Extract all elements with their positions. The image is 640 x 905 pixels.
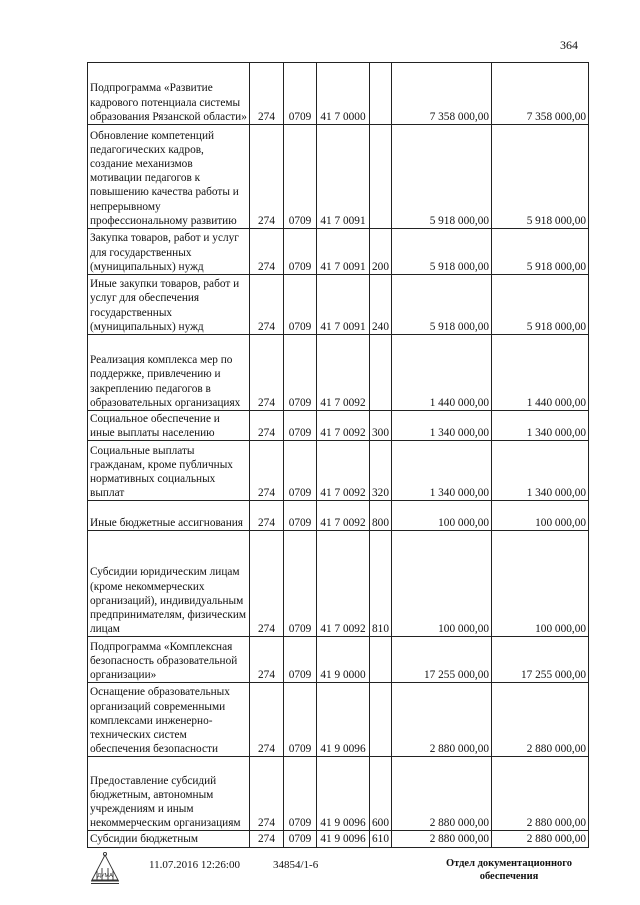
sum-year-1: 2 880 000,00	[392, 683, 492, 757]
ministry-code: 274	[250, 335, 284, 411]
target-code: 41 7 0000	[317, 63, 370, 125]
expense-code: 600	[370, 757, 392, 831]
ministry-code: 274	[250, 757, 284, 831]
target-code: 41 7 0091	[317, 125, 370, 229]
row-name: Социальное обеспечение и иные выплаты населению	[88, 411, 250, 441]
expense-code: 800	[370, 501, 392, 531]
budget-table	[87, 62, 589, 848]
sum-year-2: 17 255 000,00	[492, 637, 589, 683]
target-code: 41 9 0000	[317, 637, 370, 683]
section-code: 0709	[284, 335, 317, 411]
sum-year-1: 1 340 000,00	[392, 441, 492, 501]
target-code: 41 9 0096	[317, 831, 370, 847]
row-name: Иные закупки товаров, работ и услуг для обеспечения государственных (муниципальных) нужд	[88, 275, 250, 335]
ministry-code: 274	[250, 411, 284, 441]
ministry-code: 274	[250, 125, 284, 229]
row-name: Иные бюджетные ассигнования	[88, 501, 250, 531]
table-row	[88, 229, 589, 275]
sum-year-1: 1 340 000,00	[392, 411, 492, 441]
footer-department	[430, 857, 588, 883]
ministry-code: 274	[250, 63, 284, 125]
sum-year-1: 5 918 000,00	[392, 229, 492, 275]
expense-code: 810	[370, 531, 392, 637]
row-name: Субсидии юридическим лицам (кроме некоммерческих организаций), индивидуальным предпринимателям, физическим лицам	[88, 531, 250, 637]
row-name: Обновление компетенций педагогических кадров, создание механизмов мотивации педагогов к повышению качества работы и непрерывному профессиональному развитию	[88, 125, 250, 229]
table-row	[88, 637, 589, 683]
target-code: 41 9 0096	[317, 757, 370, 831]
target-code: 41 7 0091	[317, 229, 370, 275]
section-code: 0709	[284, 531, 317, 637]
ministry-code: 274	[250, 501, 284, 531]
seal-text: ДУМА	[97, 873, 113, 879]
section-code: 0709	[284, 125, 317, 229]
expense-code: 300	[370, 411, 392, 441]
sum-year-2: 2 880 000,00	[492, 683, 589, 757]
footer-doc-number: 34854/1-6	[273, 859, 319, 871]
sum-year-2: 1 340 000,00	[492, 441, 589, 501]
table-row	[88, 831, 589, 847]
target-code: 41 7 0092	[317, 335, 370, 411]
expense-code: 610	[370, 831, 392, 847]
ministry-code: 274	[250, 531, 284, 637]
sum-year-2: 2 880 000,00	[492, 757, 589, 831]
row-name: Предоставление субсидий бюджетным, автономным учреждениям и иным некоммерческим организациям	[88, 757, 250, 831]
section-code: 0709	[284, 63, 317, 125]
target-code: 41 9 0096	[317, 683, 370, 757]
sum-year-2: 5 918 000,00	[492, 275, 589, 335]
row-name: Закупка товаров, работ и услуг для государственных (муниципальных) нужд	[88, 229, 250, 275]
section-code: 0709	[284, 441, 317, 501]
ministry-code: 274	[250, 683, 284, 757]
ministry-code: 274	[250, 441, 284, 501]
table-row	[88, 125, 589, 229]
section-code: 0709	[284, 229, 317, 275]
ministry-code: 274	[250, 275, 284, 335]
section-code: 0709	[284, 275, 317, 335]
sum-year-2: 100 000,00	[492, 501, 589, 531]
target-code: 41 7 0092	[317, 531, 370, 637]
sum-year-2: 2 880 000,00	[492, 831, 589, 847]
expense-code	[370, 637, 392, 683]
expense-code: 320	[370, 441, 392, 501]
ministry-code: 274	[250, 637, 284, 683]
table-row	[88, 411, 589, 441]
table-row	[88, 683, 589, 757]
section-code: 0709	[284, 757, 317, 831]
table-row	[88, 531, 589, 637]
footer-dept-line1: Отдел документационного	[445, 858, 573, 869]
table-row	[88, 63, 589, 125]
table-row	[88, 441, 589, 501]
sum-year-2: 1 440 000,00	[492, 335, 589, 411]
section-code: 0709	[284, 637, 317, 683]
sum-year-1: 5 918 000,00	[392, 275, 492, 335]
row-name: Подпрограмма «Комплексная безопасность образовательной организации»	[88, 637, 250, 683]
footer-date: 11.07.2016 12:26:00	[149, 859, 240, 871]
sum-year-1: 2 880 000,00	[392, 757, 492, 831]
row-name: Реализация комплекса мер по поддержке, привлечению и закреплению педагогов в образовательных организациях	[88, 335, 250, 411]
sum-year-2: 5 918 000,00	[492, 125, 589, 229]
expense-code: 200	[370, 229, 392, 275]
sum-year-2: 100 000,00	[492, 531, 589, 637]
section-code: 0709	[284, 683, 317, 757]
sum-year-2: 1 340 000,00	[492, 411, 589, 441]
sum-year-1: 5 918 000,00	[392, 125, 492, 229]
page-number: 364	[560, 38, 578, 52]
section-code: 0709	[284, 501, 317, 531]
sum-year-1: 1 440 000,00	[392, 335, 492, 411]
table-row	[88, 335, 589, 411]
target-code: 41 7 0092	[317, 411, 370, 441]
row-name: Социальные выплаты гражданам, кроме публичных нормативных социальных выплат	[88, 441, 250, 501]
sum-year-1: 17 255 000,00	[392, 637, 492, 683]
ministry-code: 274	[250, 229, 284, 275]
sum-year-1: 7 358 000,00	[392, 63, 492, 125]
target-code: 41 7 0092	[317, 501, 370, 531]
row-name: Подпрограмма «Развитие кадрового потенциала системы образования Рязанской области»	[88, 63, 250, 125]
expense-code	[370, 683, 392, 757]
section-code: 0709	[284, 411, 317, 441]
footer-dept-line2: обеспечения	[479, 871, 539, 882]
sum-year-1: 2 880 000,00	[392, 831, 492, 847]
target-code: 41 7 0092	[317, 441, 370, 501]
target-code: 41 7 0091	[317, 275, 370, 335]
table-row	[88, 275, 589, 335]
expense-code: 240	[370, 275, 392, 335]
expense-code	[370, 63, 392, 125]
sum-year-2: 5 918 000,00	[492, 229, 589, 275]
sum-year-1: 100 000,00	[392, 501, 492, 531]
section-code: 0709	[284, 831, 317, 847]
sum-year-1: 100 000,00	[392, 531, 492, 637]
table-row	[88, 501, 589, 531]
expense-code	[370, 335, 392, 411]
table-row	[88, 757, 589, 831]
sum-year-2: 7 358 000,00	[492, 63, 589, 125]
ministry-code: 274	[250, 831, 284, 847]
duma-seal-icon	[88, 850, 122, 886]
expense-code	[370, 125, 392, 229]
row-name: Субсидии бюджетным	[88, 831, 250, 847]
row-name: Оснащение образовательных организаций современными комплексами инженерно-технических систем обеспечения безопасности	[88, 683, 250, 757]
